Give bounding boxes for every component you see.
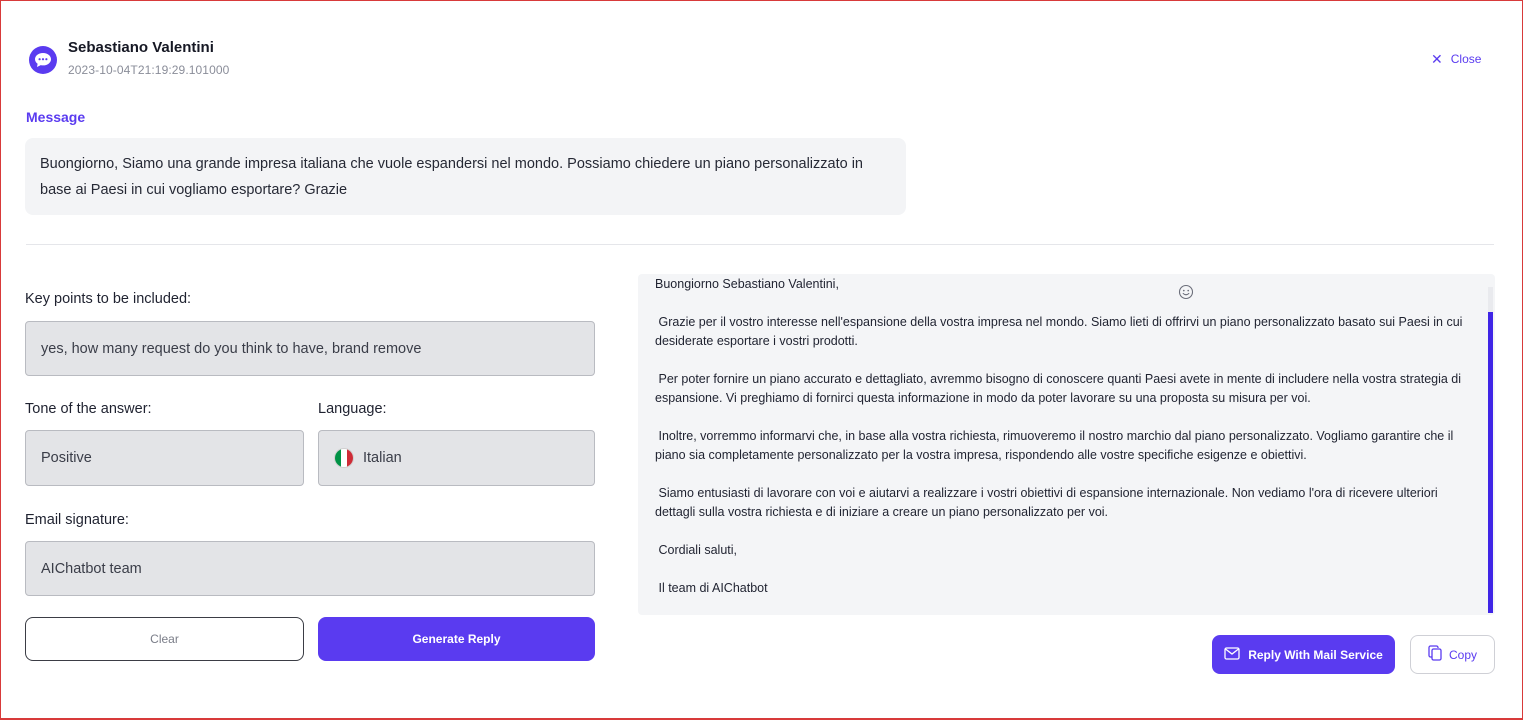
reply-with-mail-label: Reply With Mail Service [1248,647,1383,662]
reply-with-mail-button[interactable] [1212,635,1395,674]
generate-reply-button[interactable]: Generate Reply [318,617,595,661]
key-points-input[interactable]: yes, how many request do you think to have, brand remove [25,321,595,376]
copy-icon [1428,645,1442,664]
language-select[interactable] [318,430,595,486]
tone-select[interactable]: Positive [25,430,304,486]
message-label-text: Message [26,109,86,125]
signature-input[interactable]: AIChatbot team [25,541,595,596]
close-label: Close [1450,52,1482,66]
clear-button[interactable]: Clear [25,617,304,661]
italy-flag-icon [334,448,354,468]
section-divider [26,244,1494,245]
reply-text[interactable]: Buongiorno Sebastiano Valentini, Grazie per il vostro interesse nell'espansione della vostra impresa nel mondo. Siamo lieti di offrirvi un piano personalizzato basato sui Paesi in cui desiderate esportare i vostri prodotti. Per poter fornire un piano accurato e dettagliato, avremmo bisogno di conoscere quanti Paesi avete in mente di includere nella vostra strategia di espansione. Vi preghiamo di fornirci questa informazione in modo da poter lavorare su una proposta su misura per voi. Inoltre, vorremmo informarvi che, in base alla vostra richiesta, rimuoveremo il nostro marchio dal piano personalizzato. Vogliamo garantire che il piano sia completamente personalizzato per la vostra impresa, rispondendo alle vostre specifiche esigenze e obiettivi. Siamo entusiasti di lavorare con voi e aiutarvi a realizzare i vostri obiettivi di espansione internazionale. Non vediamo l'ora di ricevere ulteriori dettagli sulla vostra richiesta e di iniziare a creare un piano personalizzato per voi. Cordiali saluti, Il team di AIChatbot [655,277,1463,595]
close-icon: ✕ [1431,51,1443,67]
tone-label: Tone of the answer: [25,401,152,417]
chat-bubble-icon [29,46,57,74]
sender-name: Sebastiano Valentini [68,39,214,56]
key-points-label: Key points to be included: [25,291,192,307]
generated-reply-textarea[interactable] [638,274,1495,615]
reply-scrollbar-thumb[interactable] [1488,312,1493,613]
close-button[interactable] [1431,50,1481,68]
smiley-icon[interactable] [1178,284,1194,300]
message-timestamp: 2023-10-04T21:19:29.101000 [68,63,230,77]
copy-button[interactable] [1410,635,1495,674]
incoming-message: Buongiorno, Siamo una grande impresa italiana che vuole espandersi nel mondo. Possiamo chiedere un piano personalizzato in base ai Paesi in cui vogliamo esportare? Grazie [25,138,906,215]
mail-icon [1224,647,1240,663]
copy-label: Copy [1448,647,1477,662]
language-value: Italian [363,450,402,466]
message-label [26,106,85,126]
signature-label: Email signature: [25,512,129,528]
language-label: Language: [318,401,387,417]
